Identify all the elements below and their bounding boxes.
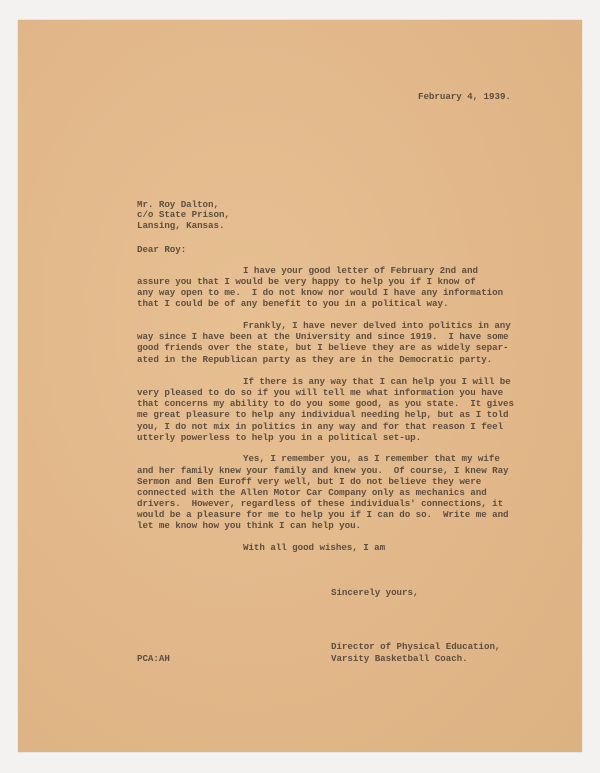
recipient-line: Mr. Roy Dalton,	[137, 199, 219, 210]
body-line: Frankly, I have never delved into politics in any	[243, 320, 511, 331]
body-line: good friends over the state, but I believe they are as widely separ-	[137, 342, 509, 353]
body-line: that I could be of any benefit to you in a political way.	[137, 298, 449, 309]
recipient-line: c/o State Prison,	[137, 209, 230, 220]
body-line: Sermon and Ben Euroff very well, but I do not believe they were	[137, 476, 482, 487]
signature-title: Varsity Basketball Coach.	[331, 653, 468, 664]
body-line: Yes, I remember you, as I remember that my wife	[243, 453, 500, 464]
letter-date: February 4, 1939.	[418, 91, 511, 102]
body-line: would be a pleasure for me to help you if I can do so. Write me and	[137, 509, 509, 520]
closing: Sincerely yours,	[331, 587, 419, 598]
body-line: that concerns my ability to do you some good, as you state. It gives	[137, 398, 514, 409]
body-line: any way open to me. I do not know nor would I have any information	[137, 287, 504, 298]
body-line: assure you that I would be very happy to help you if I know of	[137, 276, 476, 287]
body-line: you, I do not mix in politics in any way and for that reason I feel	[137, 421, 504, 432]
body-line: With all good wishes, I am	[243, 542, 386, 553]
body-line: I have your good letter of February 2nd and	[243, 265, 478, 276]
body-line: very pleased to do so if you will tell me what information you have	[137, 387, 504, 398]
body-line: way since I have been at the University and since 1919. I have some	[137, 331, 509, 342]
salutation: Dear Roy:	[137, 244, 187, 255]
recipient-line: Lansing, Kansas.	[137, 220, 225, 231]
body-line: utterly powerless to help you in a political set-up.	[137, 432, 422, 443]
typist-initials: PCA:AH	[137, 653, 170, 664]
body-line: and her family knew your family and knew you. Of course, I knew Ray	[137, 465, 509, 476]
body-line: let me know how you think I can help you.	[137, 520, 361, 531]
body-line: drivers. However, regardless of these individuals' connections, it	[137, 498, 504, 509]
body-line: me great pleasure to help any individual needing help, but as I told	[137, 409, 509, 420]
body-line: ated in the Republican party as they are in the Democratic party.	[137, 354, 493, 365]
signature-title: Director of Physical Education,	[331, 641, 501, 652]
body-line: connected with the Allen Motor Car Company only as mechanics and	[137, 487, 487, 498]
body-line: If there is any way that I can help you I will be	[243, 376, 511, 387]
